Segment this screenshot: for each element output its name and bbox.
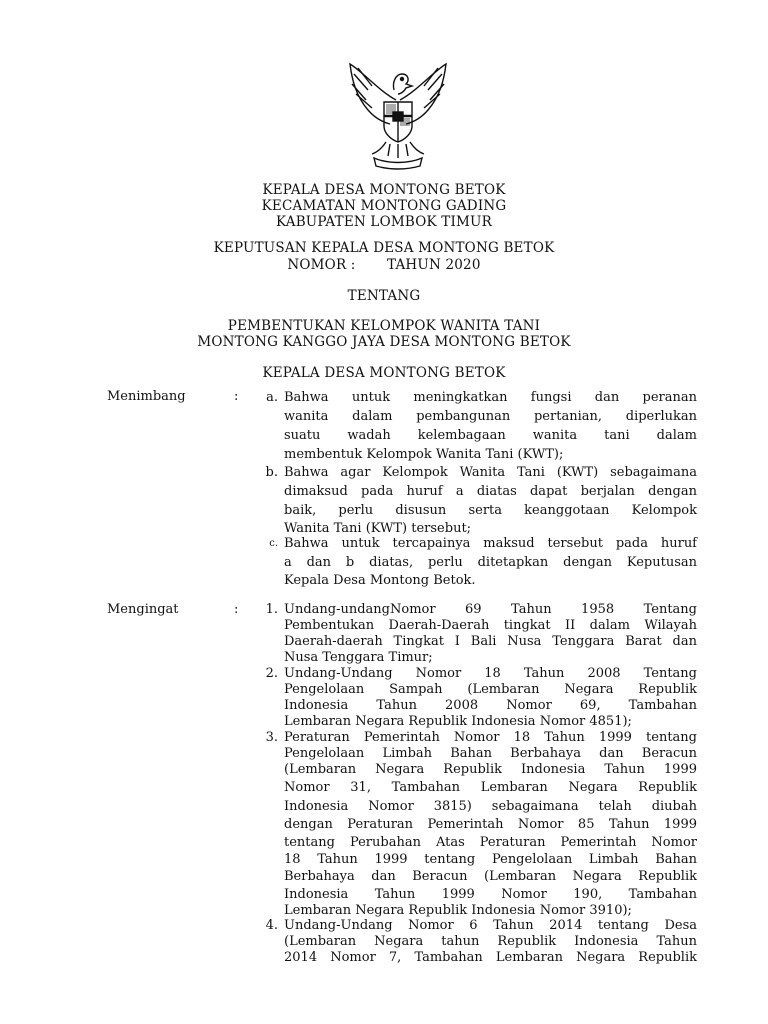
mengingat-3-line-10: Indonesia Tahun 1999 Nomor 190, Tambahan	[284, 887, 697, 902]
mengingat-3-line-4: Nomor 31, Tambahan Lembaran Negara Republik	[284, 780, 697, 795]
menimbang-colon: :	[234, 389, 239, 404]
mengingat-4-line-3: 2014 Nomor 7, Tambahan Lembaran Negara Republik	[284, 950, 697, 965]
org-line-district: KECAMATAN MONTONG GADING	[261, 198, 507, 214]
mengingat-3-line-6: dengan Peraturan Pemerintah Nomor 85 Tahun 1999	[284, 817, 697, 832]
mengingat-marker-1: 1.	[265, 602, 278, 617]
mengingat-3-line-3: (Lembaran Negara Republik Indonesia Tahun 1999	[284, 762, 697, 777]
menimbang-a-line-3: suatu wadah kelembagaan wanita tani dalam	[284, 428, 697, 443]
mengingat-2-line-2: Pengelolaan Sampah (Lembaran Negara Republik	[284, 682, 697, 697]
menimbang-marker-c: c.	[269, 538, 278, 549]
menimbang-c-line-1: Bahwa untuk tercapainya maksud tersebut pada huruf	[284, 536, 697, 551]
mengingat-4-line-2: (Lembaran Negara tahun Republik Indonesia Tahun	[284, 934, 697, 949]
about-label: TENTANG	[347, 288, 421, 304]
menimbang-marker-a: a.	[266, 390, 278, 405]
mengingat-4-line-1: Undang-Undang Nomor 6 Tahun 2014 tentang Desa	[284, 918, 697, 933]
menimbang-b-line-1: Bahwa agar Kelompok Wanita Tani (KWT) sebagaimana	[284, 465, 697, 480]
mengingat-colon: :	[234, 602, 239, 617]
menimbang-a-line-1: Bahwa untuk meningkatkan fungsi dan peranan	[284, 390, 697, 405]
menimbang-b-line-2: dimaksud pada huruf a diatas dapat berjalan dengan	[284, 484, 697, 499]
mengingat-2-line-1: Undang-Undang Nomor 18 Tahun 2008 Tentang	[284, 666, 697, 681]
menimbang-marker-b: b.	[265, 465, 278, 480]
mengingat-marker-2: 2.	[265, 666, 278, 681]
menimbang-a-line-2: wanita dalam pembangunan pertanian, diperlukan	[284, 409, 697, 424]
org-line-regency: KABUPATEN LOMBOK TIMUR	[276, 214, 492, 230]
mengingat-3-line-1: Peraturan Pemerintah Nomor 18 Tahun 1999 tentang	[284, 730, 697, 745]
garuda-emblem-icon	[338, 60, 458, 172]
menimbang-c-line-2: a dan b diatas, perlu ditetapkan dengan Keputusan	[284, 555, 697, 570]
mengingat-marker-4: 4.	[265, 918, 278, 933]
mengingat-1-line-2: Pembentukan Daerah-Daerah tingkat II dalam Wilayah	[284, 618, 697, 633]
menimbang-b-line-3: baik, perlu disusun serta keanggotaan Kelompok	[284, 503, 697, 518]
mengingat-2-line-3: Indonesia Tahun 2008 Nomor 69, Tambahan	[284, 698, 697, 713]
mengingat-1-line-3: Daerah-daerah Tingkat I Bali Nusa Tenggara Barat dan	[284, 634, 697, 649]
mengingat-1-line-4: Nusa Tenggara Timur;	[284, 650, 433, 665]
mengingat-3-line-9: Berbahaya dan Beracun (Lembaran Negara Republik	[284, 869, 697, 884]
mengingat-3-line-2: Pengelolaan Limbah Bahan Berbahaya dan Beracun	[284, 746, 697, 761]
org-line-village: KEPALA DESA MONTONG BETOK	[262, 182, 506, 198]
mengingat-3-line-5: Indonesia Nomor 3815) sebagaimana telah diubah	[284, 799, 697, 814]
mengingat-label: Mengingat	[107, 602, 179, 617]
mengingat-3-line-11: Lembaran Negara Republik Indonesia Nomor 3910);	[284, 903, 632, 918]
mengingat-2-line-4: Lembaran Negara Republik Indonesia Nomor 4851);	[284, 714, 632, 729]
decree-title: KEPUTUSAN KEPALA DESA MONTONG BETOK	[213, 240, 555, 256]
issuer-title: KEPALA DESA MONTONG BETOK	[262, 365, 506, 381]
mengingat-3-line-7: tentang Perubahan Atas Peraturan Pemerintah Nomor	[284, 835, 697, 850]
decree-number: NOMOR : TAHUN 2020	[287, 257, 481, 273]
mengingat-marker-3: 3.	[265, 730, 278, 745]
subject-line-2: MONTONG KANGGO JAYA DESA MONTONG BETOK	[197, 334, 571, 350]
menimbang-a-line-4: membentuk Kelompok Wanita Tani (KWT);	[284, 447, 564, 462]
menimbang-b-line-4: Wanita Tani (KWT) tersebut;	[284, 521, 472, 536]
subject-line-1: PEMBENTUKAN KELOMPOK WANITA TANI	[227, 318, 541, 334]
menimbang-c-line-3: Kepala Desa Montong Betok.	[284, 573, 476, 588]
menimbang-label: Menimbang	[107, 389, 186, 404]
mengingat-3-line-8: 18 Tahun 1999 tentang Pengelolaan Limbah Bahan	[284, 852, 697, 867]
mengingat-1-line-1: Undang-undangNomor 69 Tahun 1958 Tentang	[284, 602, 697, 617]
